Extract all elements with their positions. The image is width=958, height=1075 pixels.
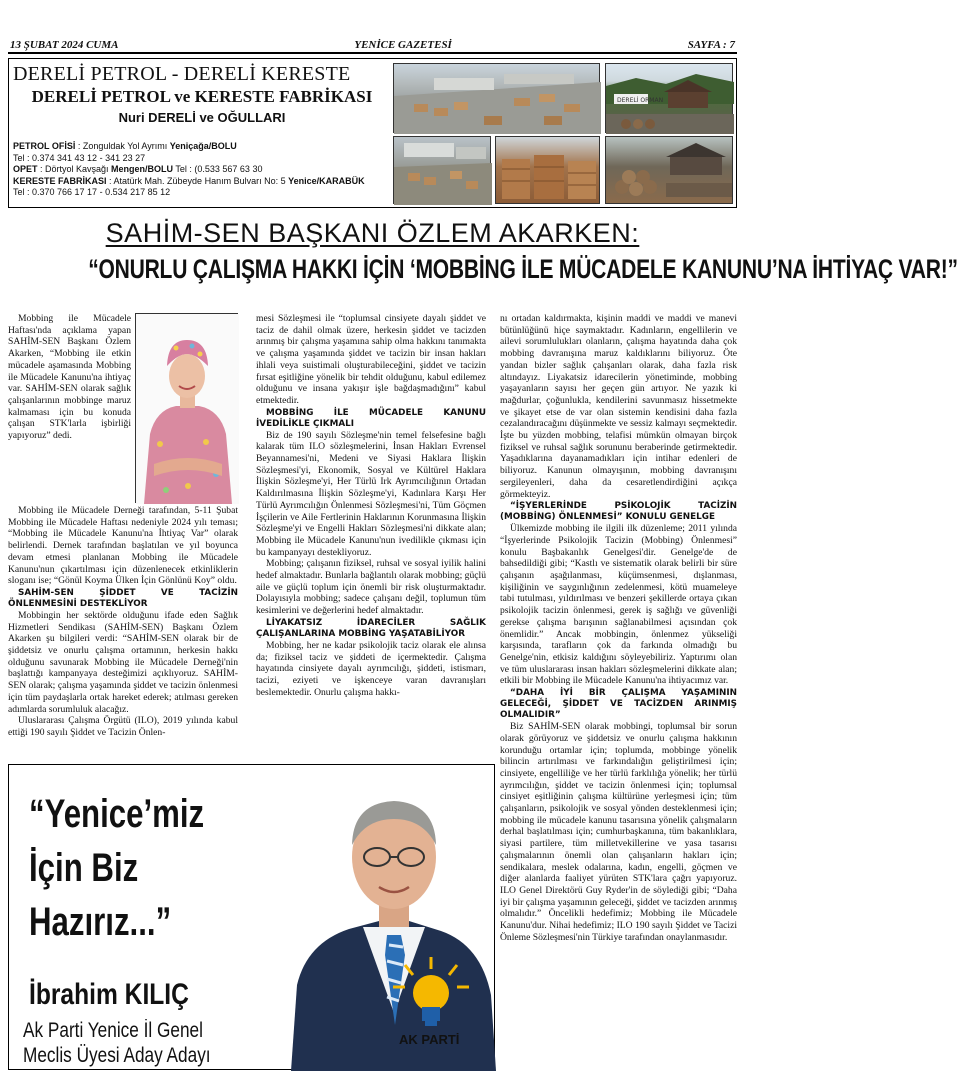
campaign-slogan <box>29 787 204 949</box>
article-column-1-top <box>8 313 131 442</box>
subheading: “DAHA İYİ BİR ÇALIŞMA YAŞAMININ GELECEĞİ, ŞİDDET VE TACİZDEN ARINMIŞ OLMALIDIR” <box>500 688 737 721</box>
aerial-facility-photo <box>393 136 491 204</box>
timber-stacks-photo <box>495 136 600 204</box>
paragraph: Biz de 190 sayılı Sözleşme'nin temel felsefesine bağlı kalarak tüm ILO sözleşmelerini, İnsan Hakları Evrensel Beyannamesi'ni, Medeni ve Siyasi Haklara İlişkin Sözleşmesi'yi, Ekonomik, Sosyal ve Kültürel Haklara İlişkin Sözleşme'yi, Her Türlü Irk Ayrımcılığının Ortadan Kaldırılmasına İlişkin Sözleşme'yi, Kadınlara Karşı Her Türlü Ayrımcılığın Önlenmesi Sözleşmesi'ni, Tüm Göçmen İşçilerin ve Aile Fertlerinin Haklarının Korunmasına İlişkin Sözleşme'yi ve Engelli Hakları Sözleşmesi'ni dikkate alan; Mobbing ile Mücadele Kanunu'nun ivedilikle çıkması için bu kampanyayı destekliyoruz. <box>256 429 486 558</box>
newspaper-name: YENİCE GAZETESİ <box>354 38 452 51</box>
candidate-role-line2: Meclis Üyesi Aday Adayı <box>23 1044 211 1067</box>
log-pile-photo <box>605 136 733 204</box>
article-column-1 <box>8 505 238 739</box>
ad-contacts <box>13 141 395 199</box>
page-number: SAYFA : 7 <box>687 38 735 51</box>
subheading: MOBBİNG İLE MÜCADELE KANUNU İVEDİLİKLE ÇIKMALI <box>256 407 486 429</box>
contact-line: PETROL OFİSİ : Zonguldak Yol Ayrımı Yeniçağa/BOLU <box>13 141 237 151</box>
subheading: LİYAKATSIZ İDARECİLER SAĞLIK ÇALIŞANLARINA MOBBİNG YAŞATABİLİYOR <box>256 617 486 639</box>
ak-parti-lightbulb-icon <box>391 955 471 1029</box>
candidate-role-line1: Ak Parti Yenice İl Genel <box>23 1019 203 1042</box>
dereli-advertisement <box>8 58 737 208</box>
paragraph: Uluslararası Çalışma Örgütü (ILO), 2019 yılında kabul ettiği 190 sayılı Şiddet ve Tacizin Önlen- <box>8 715 238 738</box>
paragraph: nı ortadan kaldırmakta, kişinin maddi ve maddi ve manevi bütünlüğünü hiçe saymaktadır. Kadınların, engellilerin ve ailevi sorumlulukları olanların, çalışma hayatında daha çok mobbing davranışına maruz kaldıklarını biliyoruz. Öte yandan bizler sağlık çalışanları olarak, daha fazla risk altındayız. Liyakatsiz idarecilerin yönetiminde, mobbing yaşayanların sayısı her geçen gün artıyor. Ne yazık ki mağdurlar, çoğunlukla, kendilerini savunmasız hissetmekte ve şikayet etse de var olan sistemin kendisini daha fazla cezalandıracağını düşünmekte ve sessiz kalmayı seçmektedir. İşte bu yüzden mobbing, telafisi mümkün olmayan birçok fiziksel ve ruhsal sağlık sorununu beraberinde getirmektedir. Yaşadıklarına dayanamadıkları için intihar edenleri de biliyoruz. Kanunun olmayışının, mobbing davranışını sergileyenleri, daha da cesaretlendirdiğini açıkça görmekteyiz. <box>500 313 737 500</box>
contact-line: Tel : 0.370 766 17 17 - 0.534 217 85 12 <box>13 187 171 197</box>
ad-owner: Nuri DERELİ ve OĞULLARI <box>118 110 286 125</box>
ad-title: DERELİ PETROL - DERELİ KERESTE <box>13 63 351 85</box>
svg-text:DERELİ ORMAN: DERELİ ORMAN <box>617 97 664 104</box>
masthead <box>8 38 737 54</box>
subheading: SAHİM-SEN ŞİDDET VE TACİZİN ÖNLENMESİNİ DESTEKLİYOR <box>8 587 238 609</box>
contact-line: Tel : 0.374 341 43 12 - 341 23 27 <box>13 152 146 163</box>
lumber-yard-photo <box>393 63 600 133</box>
sawmill-building-photo <box>605 63 733 133</box>
company-header <box>13 63 391 125</box>
candidate-name: İbrahim KILIÇ <box>29 978 189 1011</box>
article-headline: “ONURLU ÇALIŞMA HAKKI İÇİN ‘MOBBİNG İLE MÜCADELE KANUNU’NA İHTİYAÇ VAR!” <box>88 254 958 284</box>
article-column-3 <box>500 313 737 943</box>
slogan-line: İçin Biz <box>29 846 139 890</box>
issue-date: 13 ŞUBAT 2024 CUMA <box>10 38 119 51</box>
paragraph: Mobbing; çalışanın fiziksel, ruhsal ve sosyal iyilik halini hedef almaktadır. Bunlarla bağlantılı olarak mobbing; güçlü aile ve güçlü toplum için önemli bir risk oluşturmaktadır. Dolayısıyla mobbing; sadece çalışanı değil, toplumun tüm kesimlerini ve değerlerini hedef almaktadır. <box>256 558 486 617</box>
paragraph: Mobbingin her sektörde olduğunu ifade eden Sağlık Hizmetleri Sendikası (SAHİM-SEN) Başkanı Özlem Akarken şu bilgileri verdi: “SAHİM-SEN olarak bir de şiddetsiz ve onurlu çalışma ortamının, herkesin hakkı olduğunu savunarak Mobbing ile Mücadele Derneği'nin başlattığı kampanyaya desteğimizi açıklıyoruz. SAHİM-SEN olarak; çalışma yaşamında şiddet ve tacizin önlenmesi için tüm paydaşlarla ortak hareket ederek; atılması gereken adımlarda sorumluluk alacağız. <box>8 609 238 715</box>
party-logo-label: AK PARTİ <box>399 1032 460 1047</box>
contact-line: KERESTE FABRİKASI : Atatürk Mah. Zübeyde Hanım Bulvarı No: 5 Yenice/KARABÜK <box>13 175 365 186</box>
paragraph: mesi Sözleşmesi ile “toplumsal cinsiyete dayalı şiddet ve taciz de dahil olmak üzere, herkesin şiddet ve tacizden arınmış bir çalışma yaşamına sahip olma hakkını tanımakta ve çalışma yaşamında şiddet ve tacizin bir insan hakları ihlali veya suistimali oluşturabileceğini, şiddet ve tacizin fırsat eşitliğine yönelik bir tehdit olduğunu, kabul edilemez olduğunu ve insana yakışır işle bağdaşmadığını” kabul etmektedir. <box>256 313 486 406</box>
slogan-line: “Yenice’miz <box>29 792 205 836</box>
paragraph: Biz SAHİM-SEN olarak mobbingi, toplumsal bir sorun olarak görüyoruz ve şiddetsiz ve onurlu çalışma hakkının korunduğu ortamlar için; toplumda, mobbinge yönelik bilincin artırılması ve farkındalığın geliştirilmesi için; cinsiyete, engelliliğe ve her türlü farklılığa yönelik; her türlü ayrımcılığın, şiddet ve tacizin önlenmesi için; toplumsal cinsiyet eşitliğinin çalışma kültürüne yerleşmesi için; tüm çalışanların, psikolojik ve sosyal yönden desteklenmesi için; mobbing ile mücadele kanunu tasarısına yönelik çalışmaların derhal başlatılması için; cumhurbaşkanına, tüm bakanlıklara, siyasi partilere, tüm milletvekillerine ve yasa tasarısı çalışmalarının önemli olan çalışanların hakları için; sendikalara, meslek odalarına, kadın, engelli, göçmen ve diğer alanlarda faaliyet yürüten STK'lara çağrı yapıyoruz. ILO Genel Direktörü Guy Ryder'in de söylediği gibi; “Daha iyi bir çalışma yaşamının geleceği, şiddet ve tacizden arınmış olmalıdır.” Öncelikli hedefimiz; Mobbing ile Mücadele Kanunu'dur. Nihai hedefimiz; ILO 190 sayılı Şiddet ve Tacizi Önleme Sözleşmesi'nin Türkiye tarafından onaylanmasıdır. <box>500 721 737 943</box>
paragraph: Mobbing ile Mücadele Haftası'nda açıklama yapan SAHİM-SEN Başkanı Özlem Akarken, “Mobbing ile etkin mücadele aşamasında Mobbing ile Mücadele Kanunu'na ihtiyaç var. SAHİM-SEN olarak sağlık çalışanlarının mobbinge maruz kalmaması için bu konuda çalışan STK'larla işbirliği yapıyoruz” dedi. <box>8 313 131 442</box>
slogan-line: Hazırız...” <box>29 900 172 944</box>
paragraph: Mobbing, her ne kadar psikolojik taciz olarak ele alınsa da; fiziksel taciz ve şiddeti de içermektedir. Çalışma hayatında cinsiyete dayalı ayrımcılığı, şiddeti, istismarı, tacizi, eziyeti ve işkenceye varan davranışları beslemektedir. Onurlu çalışma hakkı- <box>256 639 486 698</box>
subheading: “İŞYERLERİNDE PSİKOLOJİK TACİZİN (MOBBİNG) ÖNLENMESİ” KONULU GENELGE <box>500 501 737 523</box>
contact-line: OPET : Dörtyol Kavşağı Mengen/BOLU Tel : (0.533 567 63 30 <box>13 164 263 174</box>
paragraph: Mobbing ile Mücadele Derneği tarafından, 5-11 Şubat Mobbing ile Mücadele Haftası nedeniyle 2024 yılı teması; “Mobbing ile Mücadele Kanunu'na İhtiyaç Var” olarak belirlendi. Dernek tarafından başlatılan ve yıl boyunca devam etmesi planlanan Mobbing ile Mücadele Kanunu'nun çıkartılması için düzenlenecek etkinliklerin sloganı ise; “Gönül Koyma Ülken İçin Gönlünü Koy” oldu. <box>8 505 238 587</box>
article-kicker: SAHİM-SEN BAŞKANI ÖZLEM AKARKEN: <box>105 218 640 248</box>
paragraph: Ülkemizde mobbing ile ilgili ilk düzenleme; 2011 yılında “İşyerlerinde Psikolojik Tacizin (Mobbing) Önlenmesi” konulu Başbakanlık Genelgesi'dir. Genelge'de de bahsedildiği gibi; “Kastlı ve sistematik olarak belirli bir süre çalışanın aşağılanması, küçümsenmesi, dışlanması, kişiliğinin ve saygınlığının zedelenmesi, kötü muameleye tabi tutulması, yıldırılması ve benzeri şekillerde ortaya çıkan psikolojik tacizin önlenmesi, gerek iş sağlığı ve güvenliği gerekse çalışma barışının sağlanabilmesi açısından çok önemlidir.” Ancak mobbingin, önlenmez yükseliği karşısında, tarafların çok da farkında olmadığı bu Genelge'nin, etkisiz kaldığını söyleyebiliriz. Yaptırımı olan ve tüm uluslararası insan hakları sözleşmelerini dikkate alan; etkili bir Mobbing ile Mücadele Kanunu'na ihtiyacımız var. <box>500 523 737 687</box>
article-column-2 <box>256 313 486 698</box>
ozlem-akarken-portrait <box>135 313 238 503</box>
ad-subtitle: DERELİ PETROL ve KERESTE FABRİKASI <box>31 87 373 106</box>
candidate-advertisement <box>8 764 495 1070</box>
